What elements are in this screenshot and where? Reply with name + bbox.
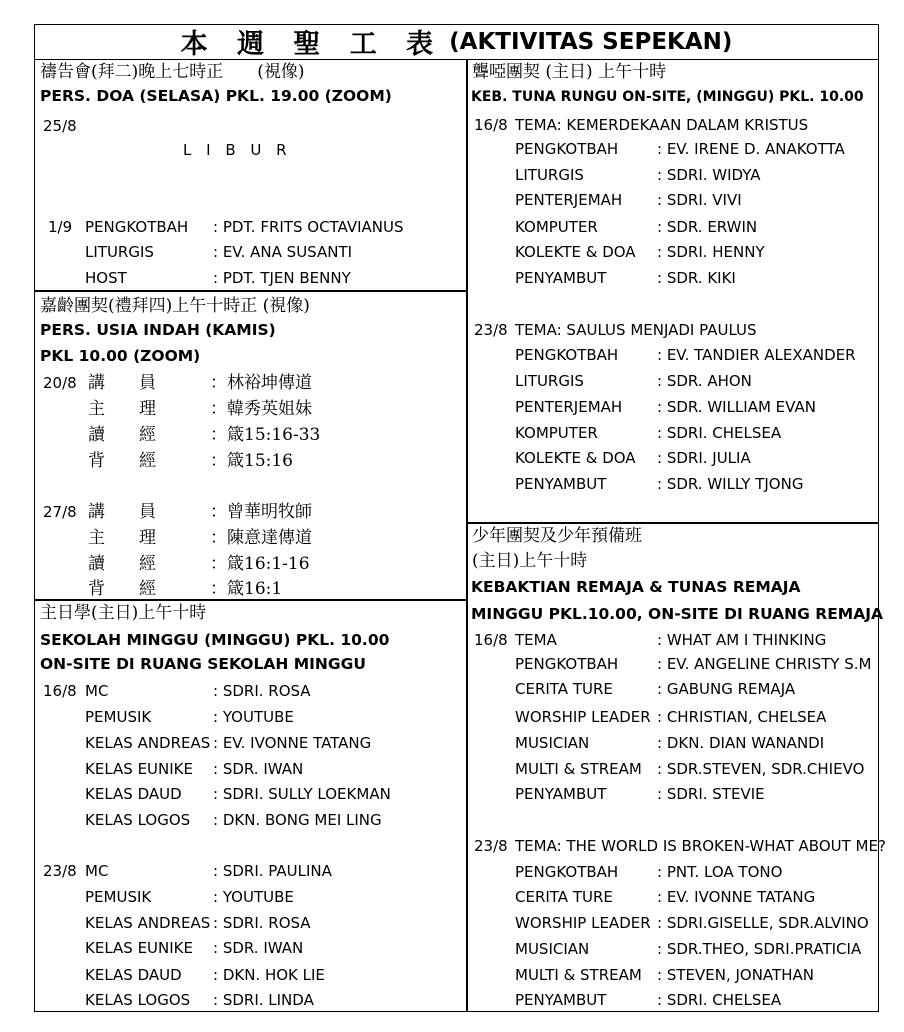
usia-heading-1: PERS. USIA INDAH (KAMIS) [40,321,276,339]
remaja-role: MULTI & STREAM [515,966,642,984]
sm-role: KELAS ANDREAS [85,734,211,752]
doa-value: : PDT. TJEN BENNY [213,269,351,287]
remaja-role: PENGKOTBAH [515,863,619,881]
doa-role: PENGKOTBAH [85,218,189,236]
tuna-value: : SDR. AHON [657,372,752,390]
usia-value: ：箴16:1-16 [210,554,310,574]
tuna-chinese-heading: 聾啞團契 (主日) 上午十時 [472,62,667,82]
usia-value: ：箴15:16 [210,451,293,471]
remaja-value: : PNT. LOA TONO [657,863,783,881]
remaja-value: : EV. IVONNE TATANG [657,888,816,906]
remaja-role: MUSICIAN [515,940,590,958]
sm-value: : YOUTUBE [213,888,294,906]
doa-role: LITURGIS [85,243,154,261]
usia-chinese-heading: 嘉齡團契(禮拜四)上午十時正 (視像) [40,296,310,316]
page-title [34,24,879,60]
remaja-value: : CHRISTIAN, CHELSEA [657,708,827,726]
remaja-chinese-heading-1: 少年團契及少年預備班 [472,526,642,546]
remaja-role: WORSHIP LEADER [515,914,651,932]
tuna-role: KOLEKTE & DOA [515,243,636,261]
tuna-value: : SDRI. WIDYA [657,166,761,184]
doa-libur: L I B U R [183,141,292,159]
sm-heading-2: ON-SITE DI RUANG SEKOLAH MINGGU [40,655,366,673]
tuna-role: PENTERJEMAH [515,191,623,209]
usia-role: 講 員 [88,502,156,522]
usia-value: ：韓秀英姐妹 [210,399,312,419]
tuna-value: : EV. IRENE D. ANAKOTTA [657,140,845,158]
remaja-value: : SDRI.GISELLE, SDR.ALVINO [657,914,869,932]
sm-role: MC [85,862,109,880]
sm-value: : SDRI. ROSA [213,682,311,700]
usia-date-2: 27/8 [43,503,77,521]
remaja-role: PENGKOTBAH [515,655,619,673]
usia-heading-2: PKL 10.00 (ZOOM) [40,347,201,365]
usia-value: ：箴15:16-33 [210,425,321,445]
usia-role: 主 理 [88,399,156,419]
doa-date-2: 1/9 [48,218,73,236]
sm-role: KELAS EUNIKE [85,760,193,778]
sm-value: : SDRI. ROSA [213,914,311,932]
remaja-value: : GABUNG REMAJA [657,680,796,698]
usia-role: 背 經 [88,579,156,599]
sm-value: : DKN. BONG MEI LING [213,811,382,829]
tuna-date-1: 16/8 [474,116,508,134]
tuna-heading: KEB. TUNA RUNGU ON-SITE, (MINGGU) PKL. 10.00 [471,89,864,105]
sm-heading-1: SEKOLAH MINGGU (MINGGU) PKL. 10.00 [40,631,390,649]
sm-value: : SDRI. LINDA [213,991,314,1009]
divider-doa-usia [34,290,467,292]
sm-value: : SDR. IWAN [213,939,304,957]
tuna-value: : SDRI. HENNY [657,243,765,261]
tuna-value: : SDR. KIKI [657,269,736,287]
usia-date-1: 20/8 [43,374,77,392]
remaja-role: MULTI & STREAM [515,760,642,778]
sm-chinese-heading: 主日學(主日)上午十時 [40,603,207,623]
remaja-role: TEMA [515,631,557,649]
tuna-role: PENYAMBUT [515,269,607,287]
tuna-value: : SDR. ERWIN [657,218,758,236]
sm-role: PEMUSIK [85,888,152,906]
doa-value: : PDT. FRITS OCTAVIANUS [213,218,404,236]
tuna-value: : SDR. WILLY TJONG [657,475,804,493]
tuna-value: : EV. TANDIER ALEXANDER [657,346,856,364]
doa-date-1: 25/8 [43,117,77,135]
remaja-value: : SDR.STEVEN, SDR.CHIEVO [657,760,865,778]
tuna-tema-2: TEMA: SAULUS MENJADI PAULUS [515,321,757,339]
remaja-role: MUSICIAN [515,734,590,752]
sm-date-1: 16/8 [43,682,77,700]
tuna-role: KOLEKTE & DOA [515,449,636,467]
title-chinese: 本 週 聖 工 表 [180,29,444,60]
tuna-role: PENGKOTBAH [515,346,619,364]
sm-role: MC [85,682,109,700]
remaja-date-2: 23/8 [474,837,508,855]
tuna-tema-1: TEMA: KEMERDEKAAN DALAM KRISTUS [515,116,809,134]
column-divider [466,60,468,1012]
remaja-value: : SDRI. STEVIE [657,785,765,803]
doa-role: HOST [85,269,127,287]
sm-value: : EV. IVONNE TATANG [213,734,372,752]
sm-value: : DKN. HOK LIE [213,966,325,984]
divider-tuna-remaja [466,522,879,524]
usia-value: ：曾華明牧師 [210,502,312,522]
remaja-date-1: 16/8 [474,631,508,649]
remaja-value: : EV. ANGELINE CHRISTY S.M [657,655,872,673]
sm-role: PEMUSIK [85,708,152,726]
sm-role: KELAS DAUD [85,785,182,803]
tuna-value: : SDRI. JULIA [657,449,751,467]
doa-value: : EV. ANA SUSANTI [213,243,353,261]
remaja-value: : STEVEN, JONATHAN [657,966,814,984]
sm-role: KELAS LOGOS [85,991,191,1009]
sm-value: : SDRI. SULLY LOEKMAN [213,785,391,803]
divider-usia-sm [34,599,467,601]
remaja-role: PENYAMBUT [515,991,607,1009]
remaja-role: CERITA TURE [515,888,613,906]
tuna-value: : SDRI. VIVI [657,191,742,209]
sm-value: : SDR. IWAN [213,760,304,778]
tuna-value: : SDR. WILLIAM EVAN [657,398,816,416]
usia-value: ：陳意達傳道 [210,528,312,548]
usia-value: ：林裕坤傳道 [210,373,312,393]
tuna-role: KOMPUTER [515,424,598,442]
remaja-role: CERITA TURE [515,680,613,698]
remaja-role: WORSHIP LEADER [515,708,651,726]
remaja-heading-1: KEBAKTIAN REMAJA & TUNAS REMAJA [471,578,801,596]
sm-role: KELAS DAUD [85,966,182,984]
tuna-role: PENGKOTBAH [515,140,619,158]
usia-role: 背 經 [88,451,156,471]
remaja-chinese-heading-2: (主日)上午十時 [472,551,588,571]
tuna-role: PENYAMBUT [515,475,607,493]
sm-date-2: 23/8 [43,862,77,880]
usia-role: 講 員 [88,373,156,393]
remaja-value: : SDR.THEO, SDRI.PRATICIA [657,940,862,958]
sm-role: KELAS ANDREAS [85,914,211,932]
usia-role: 主 理 [88,528,156,548]
doa-heading: PERS. DOA (SELASA) PKL. 19.00 (ZOOM) [40,87,392,105]
doa-chinese-heading: 禱告會(拜二)晚上七時正 (視像) [40,62,305,82]
tuna-role: KOMPUTER [515,218,598,236]
usia-role: 讀 經 [88,554,156,574]
tuna-value: : SDRI. CHELSEA [657,424,782,442]
tuna-role: LITURGIS [515,372,584,390]
tuna-date-2: 23/8 [474,321,508,339]
sm-value: : YOUTUBE [213,708,294,726]
usia-role: 讀 經 [88,425,156,445]
sm-value: : SDRI. PAULINA [213,862,332,880]
remaja-value: : DKN. DIAN WANANDI [657,734,825,752]
remaja-heading-2: MINGGU PKL.10.00, ON-SITE DI RUANG REMAJA [471,605,883,623]
remaja-role: PENYAMBUT [515,785,607,803]
tuna-role: PENTERJEMAH [515,398,623,416]
remaja-value: : WHAT AM I THINKING [657,631,827,649]
remaja-value: : SDRI. CHELSEA [657,991,782,1009]
sm-role: KELAS EUNIKE [85,939,193,957]
tuna-role: LITURGIS [515,166,584,184]
title-latin: (AKTIVITAS SEPEKAN) [449,28,733,55]
sm-role: KELAS LOGOS [85,811,191,829]
usia-value: ：箴16:1 [210,579,283,599]
remaja-tema-2: TEMA: THE WORLD IS BROKEN-WHAT ABOUT ME? [515,837,886,855]
